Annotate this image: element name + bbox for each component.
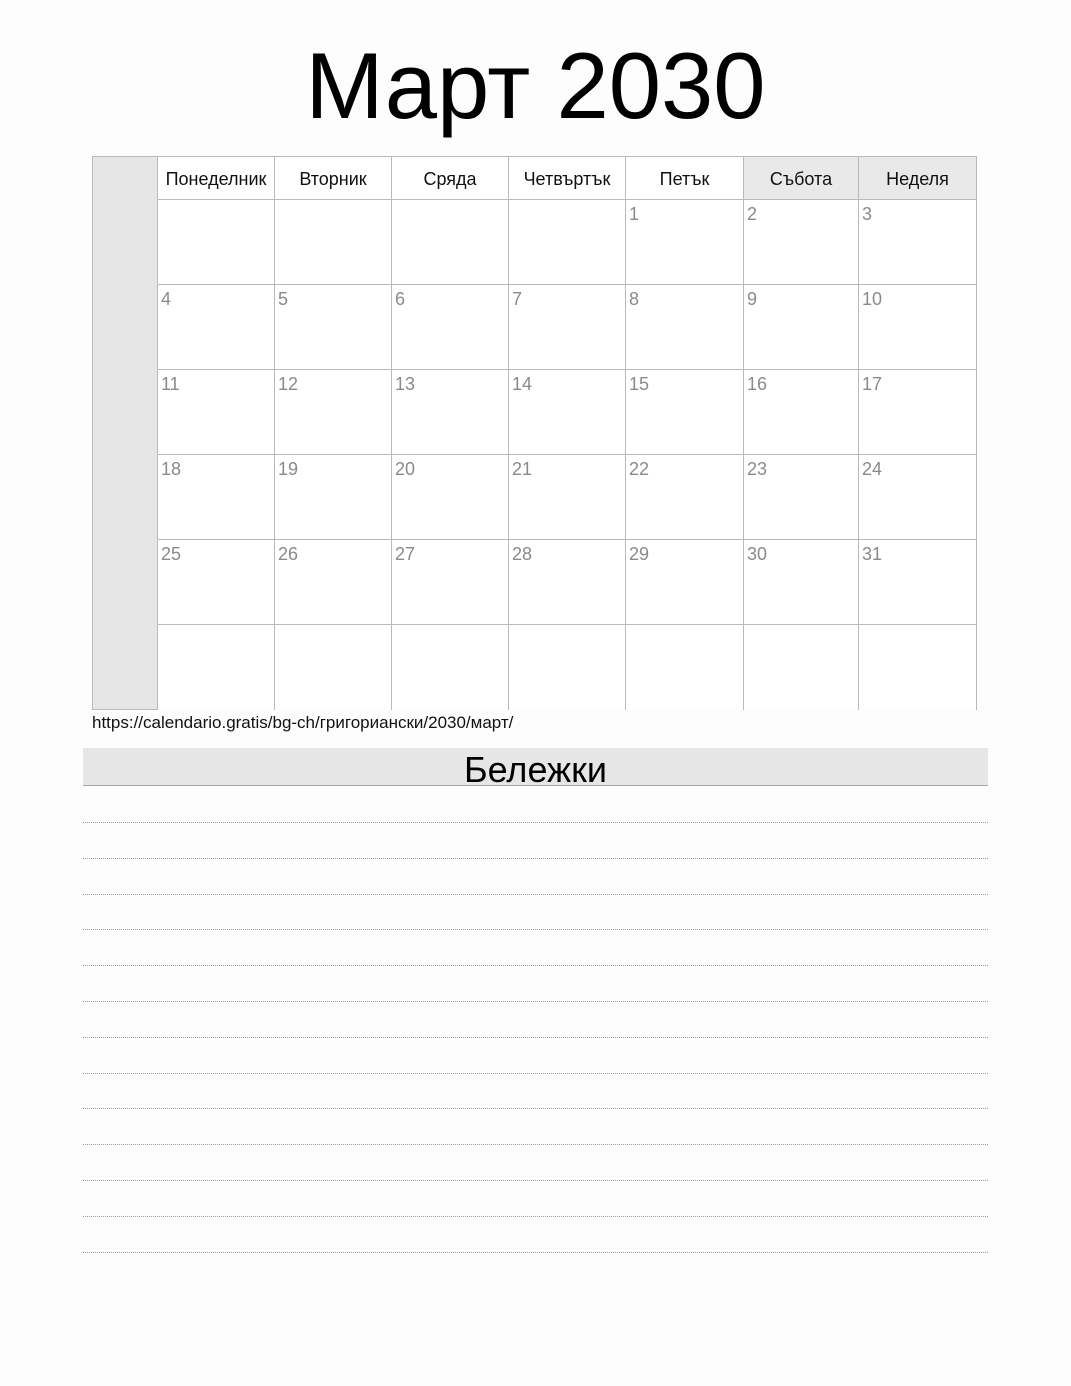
day-cell — [158, 625, 275, 710]
day-cell — [509, 625, 626, 710]
day-number: 28 — [512, 544, 533, 564]
day-cell — [275, 625, 392, 710]
day-number: 17 — [862, 374, 883, 394]
day-cell — [158, 370, 275, 455]
day-number: 27 — [395, 544, 416, 564]
note-line — [83, 1216, 988, 1217]
day-cell — [392, 625, 509, 710]
day-number: 19 — [278, 459, 299, 479]
page-title: Март 2030 — [305, 33, 766, 138]
day-cell — [859, 455, 976, 540]
calendar-days — [158, 157, 976, 709]
notes-heading: Бележки — [83, 748, 988, 786]
day-number: 3 — [862, 204, 873, 224]
day-cell — [275, 455, 392, 540]
day-cell — [509, 200, 626, 285]
day-cell — [392, 540, 509, 625]
day-number: 2 — [747, 204, 758, 224]
day-number: 31 — [862, 544, 883, 564]
source-url: https://calendario.gratis/bg-ch/григориански/2030/март/ — [92, 713, 514, 732]
day-cell — [859, 200, 976, 285]
day-cell — [509, 285, 626, 370]
day-cell — [275, 285, 392, 370]
day-number: 30 — [747, 544, 768, 564]
day-cell — [275, 370, 392, 455]
note-line — [83, 822, 988, 823]
day-cell — [158, 285, 275, 370]
weekday-header: Събота — [744, 157, 859, 199]
weekday-header: Сряда — [392, 157, 509, 199]
day-cell — [392, 200, 509, 285]
day-cell — [859, 625, 976, 710]
day-number: 26 — [278, 544, 299, 564]
day-cell — [859, 540, 976, 625]
day-cell — [158, 540, 275, 625]
weekday-header-row — [158, 157, 976, 200]
day-number: 11 — [161, 374, 180, 394]
day-cell — [158, 455, 275, 540]
day-cell — [275, 200, 392, 285]
day-number: 21 — [512, 459, 533, 479]
day-number: 10 — [862, 289, 883, 309]
day-cell — [158, 200, 275, 285]
day-cell — [744, 625, 859, 710]
day-number: 16 — [747, 374, 768, 394]
day-cell — [626, 625, 744, 710]
day-cell — [275, 540, 392, 625]
week-number-column — [93, 157, 158, 709]
weekday-header: Вторник — [275, 157, 392, 199]
day-number: 1 — [629, 204, 640, 224]
day-cell — [744, 540, 859, 625]
day-cell — [626, 285, 744, 370]
day-cell — [859, 285, 976, 370]
note-line — [83, 1108, 988, 1109]
note-line — [83, 1001, 988, 1002]
weekday-header: Понеделник — [158, 157, 275, 199]
day-number: 15 — [629, 374, 650, 394]
day-cell — [859, 370, 976, 455]
day-number: 12 — [278, 374, 299, 394]
day-cell — [744, 370, 859, 455]
day-cell — [744, 455, 859, 540]
day-cell — [509, 540, 626, 625]
weekday-header: Неделя — [859, 157, 976, 199]
day-number: 14 — [512, 374, 533, 394]
day-number: 18 — [161, 459, 182, 479]
day-cell — [509, 370, 626, 455]
calendar-grid — [92, 156, 977, 710]
day-number: 5 — [278, 289, 289, 309]
day-number: 6 — [395, 289, 406, 309]
note-line — [83, 965, 988, 966]
day-cell — [509, 455, 626, 540]
note-line — [83, 1073, 988, 1074]
day-number: 22 — [629, 459, 650, 479]
day-number: 4 — [161, 289, 172, 309]
day-cell — [626, 370, 744, 455]
day-number: 23 — [747, 459, 768, 479]
day-cell — [392, 370, 509, 455]
day-number: 24 — [862, 459, 883, 479]
note-line — [83, 1144, 988, 1145]
note-line — [83, 894, 988, 895]
day-cell — [626, 540, 744, 625]
day-number: 25 — [161, 544, 182, 564]
day-number: 9 — [747, 289, 758, 309]
day-cell — [744, 200, 859, 285]
note-line — [83, 858, 988, 859]
note-line — [83, 1037, 988, 1038]
day-cell — [744, 285, 859, 370]
note-line — [83, 1252, 988, 1253]
day-number: 8 — [629, 289, 640, 309]
weekday-header: Петък — [626, 157, 744, 199]
day-cell — [392, 285, 509, 370]
day-number: 13 — [395, 374, 416, 394]
note-line — [83, 929, 988, 930]
day-number: 29 — [629, 544, 650, 564]
day-cell — [626, 455, 744, 540]
weekday-header: Четвъртък — [509, 157, 626, 199]
day-cell — [626, 200, 744, 285]
note-line — [83, 1180, 988, 1181]
day-cell — [392, 455, 509, 540]
day-number: 20 — [395, 459, 416, 479]
day-number: 7 — [512, 289, 523, 309]
